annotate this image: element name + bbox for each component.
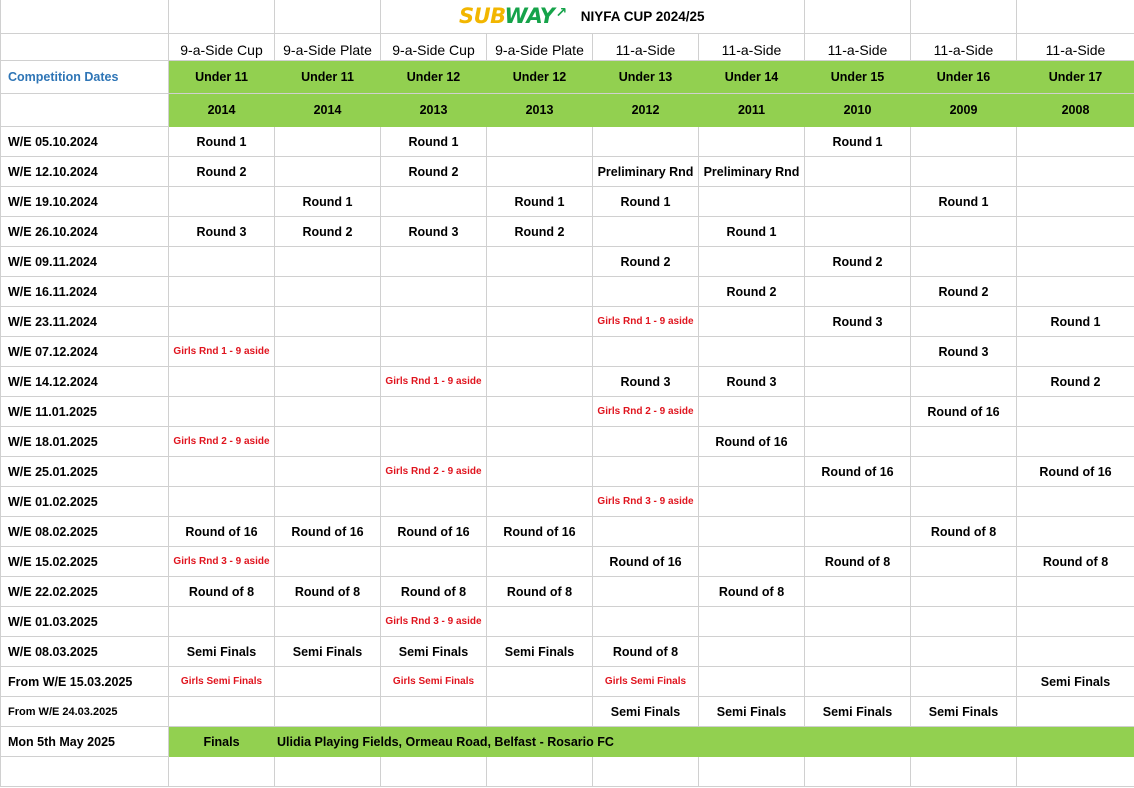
fixture-cell: Round 2 xyxy=(593,247,699,277)
row-date: W/E 22.02.2025 xyxy=(1,577,169,607)
empty-cell xyxy=(593,427,699,457)
birth-year-header: 2014 xyxy=(169,94,275,127)
fixture-cell: Round 1 xyxy=(275,187,381,217)
empty-cell xyxy=(911,667,1017,697)
fixture-cell: Round of 8 xyxy=(593,637,699,667)
subway-logo: SUBWAY↗ xyxy=(459,4,567,28)
fixture-cell: Round of 16 xyxy=(593,547,699,577)
age-group-header: Under 13 xyxy=(593,61,699,94)
fixture-cell: Round 2 xyxy=(381,157,487,187)
row-date: W/E 01.02.2025 xyxy=(1,487,169,517)
empty-cell xyxy=(381,247,487,277)
girls-fixture-cell: Girls Rnd 3 - 9 aside xyxy=(169,547,275,577)
empty-cell xyxy=(381,547,487,577)
schedule-row xyxy=(1,127,1134,157)
fixture-cell: Semi Finals xyxy=(1017,667,1134,697)
schedule-row xyxy=(1,607,1134,637)
fixture-cell: Semi Finals xyxy=(805,697,911,727)
empty-cell xyxy=(487,487,593,517)
empty-cell xyxy=(1017,427,1134,457)
birth-year-header: 2010 xyxy=(805,94,911,127)
girls-fixture-cell: Girls Semi Finals xyxy=(169,667,275,697)
fixture-cell: Round 2 xyxy=(487,217,593,247)
birth-year-header: 2009 xyxy=(911,94,1017,127)
girls-fixture-cell: Girls Rnd 3 - 9 aside xyxy=(381,607,487,637)
corner-label: Competition Dates xyxy=(1,61,169,94)
empty-cell xyxy=(381,277,487,307)
empty-cell xyxy=(1017,487,1134,517)
fixture-cell: Round 1 xyxy=(805,127,911,157)
empty-cell xyxy=(805,397,911,427)
fixture-cell: Round of 8 xyxy=(1017,547,1134,577)
empty-cell xyxy=(1017,127,1134,157)
fixture-cell: Round of 8 xyxy=(805,547,911,577)
empty-cell xyxy=(805,667,911,697)
empty-cell xyxy=(487,307,593,337)
fixture-cell: Round 3 xyxy=(699,367,805,397)
empty-cell xyxy=(699,607,805,637)
empty-cell xyxy=(805,637,911,667)
age-group-header: Under 12 xyxy=(381,61,487,94)
empty-cell xyxy=(699,247,805,277)
empty-cell xyxy=(487,427,593,457)
empty-cell xyxy=(805,337,911,367)
empty-cell xyxy=(911,157,1017,187)
schedule-row xyxy=(1,217,1134,247)
empty-cell xyxy=(593,337,699,367)
birth-year-header: 2011 xyxy=(699,94,805,127)
row-date: W/E 07.12.2024 xyxy=(1,337,169,367)
empty-cell xyxy=(805,367,911,397)
empty-cell xyxy=(911,547,1017,577)
row-date: W/E 26.10.2024 xyxy=(1,217,169,247)
competition-row xyxy=(1,34,1134,61)
empty-cell xyxy=(699,547,805,577)
empty-cell xyxy=(275,427,381,457)
empty-cell xyxy=(1017,277,1134,307)
fixture-cell: Round 3 xyxy=(593,367,699,397)
fixture-cell: Round of 8 xyxy=(699,577,805,607)
empty-cell xyxy=(381,337,487,367)
age-group-header: Under 14 xyxy=(699,61,805,94)
fixture-cell: Round of 16 xyxy=(381,517,487,547)
fixture-cell: Round 3 xyxy=(805,307,911,337)
girls-fixture-cell: Girls Semi Finals xyxy=(593,667,699,697)
empty-cell xyxy=(169,277,275,307)
row-date: W/E 18.01.2025 xyxy=(1,427,169,457)
fixture-cell: Round 1 xyxy=(169,127,275,157)
fixture-cell: Preliminary Rnd xyxy=(593,157,699,187)
empty-cell xyxy=(699,517,805,547)
empty-cell xyxy=(169,697,275,727)
empty-cell xyxy=(911,637,1017,667)
empty-cell xyxy=(805,607,911,637)
schedule-row xyxy=(1,637,1134,667)
empty-cell xyxy=(169,607,275,637)
fixture-cell: Round of 16 xyxy=(487,517,593,547)
finals-row xyxy=(1,727,1134,757)
fixture-cell: Round 2 xyxy=(169,157,275,187)
empty-cell xyxy=(593,127,699,157)
fixture-cell: Round 1 xyxy=(699,217,805,247)
finals-label: Finals xyxy=(169,727,275,757)
empty-cell xyxy=(275,547,381,577)
empty-cell xyxy=(1017,187,1134,217)
empty-cell xyxy=(699,667,805,697)
blank-row xyxy=(1,757,1134,787)
age-group-header: Under 11 xyxy=(275,61,381,94)
empty-cell xyxy=(593,457,699,487)
age-group-header: Under 16 xyxy=(911,61,1017,94)
fixture-cell: Round of 16 xyxy=(1017,457,1134,487)
birth-year-header: 2013 xyxy=(381,94,487,127)
fixture-cell: Round 2 xyxy=(1017,367,1134,397)
fixture-cell: Round 1 xyxy=(487,187,593,217)
empty-cell xyxy=(699,337,805,367)
empty-cell xyxy=(911,487,1017,517)
fixture-cell: Semi Finals xyxy=(381,637,487,667)
empty-cell xyxy=(381,307,487,337)
girls-fixture-cell: Girls Rnd 1 - 9 aside xyxy=(593,307,699,337)
empty-cell xyxy=(169,247,275,277)
fixture-cell: Round 2 xyxy=(805,247,911,277)
empty-cell xyxy=(275,367,381,397)
finals-venue: Ulidia Playing Fields, Ormeau Road, Belfast - Rosario FC xyxy=(275,727,1134,757)
age-group-header: Under 15 xyxy=(805,61,911,94)
empty-cell xyxy=(487,127,593,157)
schedule-row xyxy=(1,247,1134,277)
title-row xyxy=(1,0,1134,34)
empty-cell xyxy=(805,517,911,547)
title-cell xyxy=(381,0,805,34)
fixture-cell: Semi Finals xyxy=(275,637,381,667)
empty-cell xyxy=(381,487,487,517)
empty-cell xyxy=(1017,637,1134,667)
fixture-cell: Round 3 xyxy=(169,217,275,247)
empty-cell xyxy=(275,487,381,517)
empty-cell xyxy=(911,577,1017,607)
empty-cell xyxy=(169,487,275,517)
finals-date: Mon 5th May 2025 xyxy=(1,727,169,757)
empty-cell xyxy=(1017,397,1134,427)
empty-cell xyxy=(699,307,805,337)
fixture-cell: Round of 8 xyxy=(275,577,381,607)
empty-cell xyxy=(381,427,487,457)
empty-cell xyxy=(805,217,911,247)
competition-header: 9-a-Side Cup xyxy=(381,34,487,61)
fixture-cell: Round 1 xyxy=(1017,307,1134,337)
competition-header: 11-a-Side xyxy=(805,34,911,61)
empty-cell xyxy=(699,397,805,427)
empty-cell xyxy=(275,697,381,727)
empty-cell xyxy=(805,187,911,217)
age-group-header: Under 17 xyxy=(1017,61,1134,94)
empty-cell xyxy=(1017,607,1134,637)
empty-cell xyxy=(593,277,699,307)
empty-cell xyxy=(487,277,593,307)
competition-header: 11-a-Side xyxy=(911,34,1017,61)
fixture-cell: Round 1 xyxy=(593,187,699,217)
fixture-cell: Round of 16 xyxy=(699,427,805,457)
row-date: W/E 11.01.2025 xyxy=(1,397,169,427)
row-date: W/E 08.02.2025 xyxy=(1,517,169,547)
girls-fixture-cell: Girls Rnd 1 - 9 aside xyxy=(169,337,275,367)
schedule-row xyxy=(1,397,1134,427)
empty-cell xyxy=(911,307,1017,337)
empty-cell xyxy=(169,187,275,217)
empty-cell xyxy=(911,367,1017,397)
empty-cell xyxy=(275,607,381,637)
fixture-cell: Semi Finals xyxy=(699,697,805,727)
row-date: W/E 12.10.2024 xyxy=(1,157,169,187)
empty-cell xyxy=(487,547,593,577)
empty-cell xyxy=(487,667,593,697)
fixture-cell: Round of 16 xyxy=(911,397,1017,427)
empty-cell xyxy=(275,157,381,187)
fixture-cell: Round of 8 xyxy=(911,517,1017,547)
empty-cell xyxy=(169,397,275,427)
empty-cell xyxy=(911,127,1017,157)
empty-cell xyxy=(275,667,381,697)
empty-cell xyxy=(487,337,593,367)
empty-cell xyxy=(487,607,593,637)
empty-cell xyxy=(381,187,487,217)
schedule-row xyxy=(1,337,1134,367)
age-group-header: Under 11 xyxy=(169,61,275,94)
empty-cell xyxy=(911,607,1017,637)
age-group-header: Under 12 xyxy=(487,61,593,94)
schedule-row xyxy=(1,307,1134,337)
empty-cell xyxy=(911,427,1017,457)
cell-blank xyxy=(1,0,169,34)
fixture-cell: Round of 8 xyxy=(381,577,487,607)
empty-cell xyxy=(1017,337,1134,367)
birth-year-header: 2012 xyxy=(593,94,699,127)
empty-cell xyxy=(381,397,487,427)
fixture-cell: Round 2 xyxy=(275,217,381,247)
fixture-cell: Round of 8 xyxy=(487,577,593,607)
row-date: From W/E 24.03.2025 xyxy=(1,697,169,727)
empty-cell xyxy=(1017,577,1134,607)
empty-cell xyxy=(275,337,381,367)
girls-fixture-cell: Girls Rnd 2 - 9 aside xyxy=(169,427,275,457)
empty-cell xyxy=(805,277,911,307)
fixture-cell: Semi Finals xyxy=(593,697,699,727)
fixture-cell: Round 3 xyxy=(381,217,487,247)
schedule-row xyxy=(1,427,1134,457)
girls-fixture-cell: Girls Rnd 2 - 9 aside xyxy=(593,397,699,427)
empty-cell xyxy=(805,577,911,607)
schedule-row xyxy=(1,487,1134,517)
empty-cell xyxy=(275,127,381,157)
empty-cell xyxy=(593,217,699,247)
schedule-row xyxy=(1,697,1134,727)
empty-cell xyxy=(487,247,593,277)
girls-fixture-cell: Girls Semi Finals xyxy=(381,667,487,697)
empty-cell xyxy=(487,367,593,397)
empty-cell xyxy=(381,697,487,727)
birth-year-row xyxy=(1,94,1134,127)
fixture-cell: Semi Finals xyxy=(911,697,1017,727)
empty-cell xyxy=(911,457,1017,487)
fixture-cell: Semi Finals xyxy=(169,637,275,667)
empty-cell xyxy=(1017,247,1134,277)
competition-header: 9-a-Side Cup xyxy=(169,34,275,61)
empty-cell xyxy=(1017,217,1134,247)
row-date: W/E 15.02.2025 xyxy=(1,547,169,577)
empty-cell xyxy=(487,457,593,487)
birth-year-header: 2013 xyxy=(487,94,593,127)
empty-cell xyxy=(169,367,275,397)
schedule-row xyxy=(1,187,1134,217)
girls-fixture-cell: Girls Rnd 1 - 9 aside xyxy=(381,367,487,397)
empty-cell xyxy=(805,157,911,187)
fixture-cell: Round 3 xyxy=(911,337,1017,367)
row-date: W/E 23.11.2024 xyxy=(1,307,169,337)
empty-cell xyxy=(911,247,1017,277)
empty-cell xyxy=(593,607,699,637)
empty-cell xyxy=(487,397,593,427)
schedule-row xyxy=(1,517,1134,547)
fixture-cell: Round 1 xyxy=(911,187,1017,217)
fixture-cell: Round of 16 xyxy=(805,457,911,487)
schedule-row xyxy=(1,457,1134,487)
empty-cell xyxy=(699,187,805,217)
empty-cell xyxy=(275,457,381,487)
schedule-row xyxy=(1,547,1134,577)
empty-cell xyxy=(487,697,593,727)
schedule-row xyxy=(1,577,1134,607)
empty-cell xyxy=(275,277,381,307)
empty-cell xyxy=(275,247,381,277)
row-date: W/E 09.11.2024 xyxy=(1,247,169,277)
empty-cell xyxy=(487,157,593,187)
competition-header: 9-a-Side Plate xyxy=(275,34,381,61)
empty-cell xyxy=(1017,517,1134,547)
competition-header: 11-a-Side xyxy=(593,34,699,61)
fixture-cell: Round of 16 xyxy=(169,517,275,547)
empty-cell xyxy=(699,637,805,667)
empty-cell xyxy=(699,457,805,487)
row-date: From W/E 15.03.2025 xyxy=(1,667,169,697)
empty-cell xyxy=(169,307,275,337)
fixture-cell: Round of 8 xyxy=(169,577,275,607)
schedule-row xyxy=(1,667,1134,697)
empty-cell xyxy=(275,307,381,337)
empty-cell xyxy=(275,397,381,427)
age-group-row xyxy=(1,61,1134,94)
empty-cell xyxy=(699,487,805,517)
schedule-row xyxy=(1,157,1134,187)
birth-year-header: 2008 xyxy=(1017,94,1134,127)
row-date: W/E 19.10.2024 xyxy=(1,187,169,217)
competition-header: 11-a-Side xyxy=(699,34,805,61)
schedule-row xyxy=(1,367,1134,397)
empty-cell xyxy=(1017,697,1134,727)
schedule-row xyxy=(1,277,1134,307)
empty-cell xyxy=(593,577,699,607)
girls-fixture-cell: Girls Rnd 2 - 9 aside xyxy=(381,457,487,487)
row-date: W/E 14.12.2024 xyxy=(1,367,169,397)
row-date: W/E 16.11.2024 xyxy=(1,277,169,307)
page-title: NIYFA CUP 2024/25 xyxy=(580,9,705,24)
competition-header: 9-a-Side Plate xyxy=(487,34,593,61)
empty-cell xyxy=(169,457,275,487)
birth-year-header: 2014 xyxy=(275,94,381,127)
empty-cell xyxy=(805,427,911,457)
row-date: W/E 25.01.2025 xyxy=(1,457,169,487)
empty-cell xyxy=(1017,157,1134,187)
fixture-cell: Round 2 xyxy=(911,277,1017,307)
logo-arrow-icon: ↗ xyxy=(555,5,567,21)
fixture-cell: Round 1 xyxy=(381,127,487,157)
row-date: W/E 05.10.2024 xyxy=(1,127,169,157)
row-date: W/E 08.03.2025 xyxy=(1,637,169,667)
empty-cell xyxy=(911,217,1017,247)
row-date: W/E 01.03.2025 xyxy=(1,607,169,637)
fixture-cell: Preliminary Rnd xyxy=(699,157,805,187)
empty-cell xyxy=(593,517,699,547)
empty-cell xyxy=(805,487,911,517)
fixture-cell: Round of 16 xyxy=(275,517,381,547)
fixture-cell: Round 2 xyxy=(699,277,805,307)
competition-header: 11-a-Side xyxy=(1017,34,1134,61)
girls-fixture-cell: Girls Rnd 3 - 9 aside xyxy=(593,487,699,517)
fixture-cell: Semi Finals xyxy=(487,637,593,667)
empty-cell xyxy=(699,127,805,157)
